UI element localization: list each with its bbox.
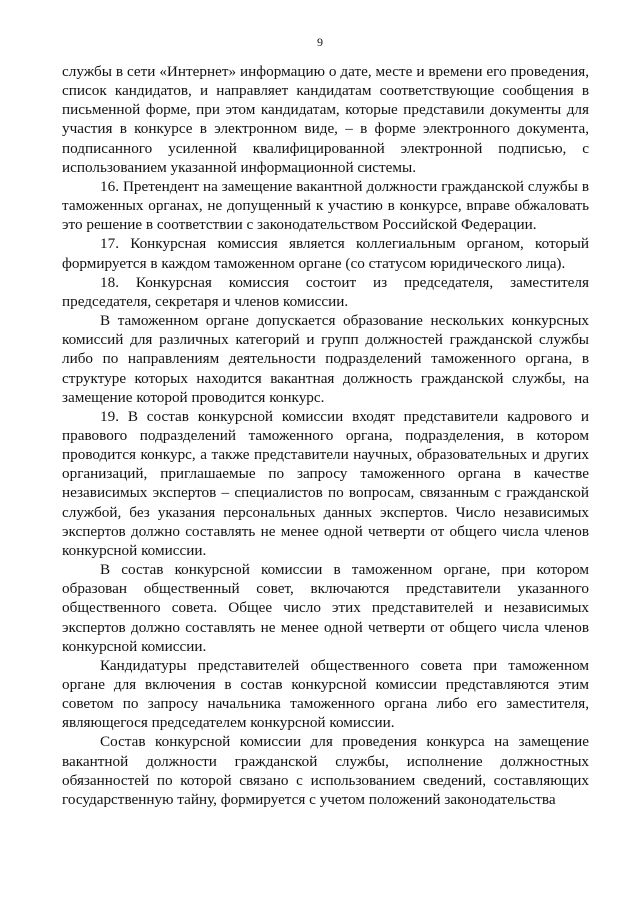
paragraph-19-part-3: Кандидатуры представителей общественного совета при таможенном органе для включения в состав конкурсной комиссии представляются этим советом по запросу начальника таможенного органа либо его заместителя, являющегося председателем конкурсной комиссии. <box>62 656 589 732</box>
paragraph-18: 18. Конкурсная комиссия состоит из председателя, заместителя председателя, секретаря и членов комиссии. <box>62 273 589 310</box>
paragraph-19-part-2: В состав конкурсной комиссии в таможенном органе, при котором образован общественный совет, включаются представители указанного общественного совета. Общее число этих представителей и независимых экспертов должно составлять не менее одной четверти от общего числа членов конкурсной комиссии. <box>62 561 589 655</box>
paragraph-continuation: службы в сети «Интернет» информацию о дате, месте и времени его проведения, список кандидатов, и направляет кандидатам соответствующие сообщения в письменной форме, при этом кандидатам, которые представили документы для участия в конкурсе в электронном виде, – в форме электронного документа, подписанного усиленной квалифицированной электронной подписью, с использованием указанной информационной системы. <box>62 63 589 176</box>
paragraph-16: 16. Претендент на замещение вакантной должности гражданской службы в таможенных органах, не допущенный к участию в конкурсе, вправе обжаловать это решение в соответствии с законодательством Российской Федерации. <box>62 177 589 234</box>
paragraph-17: 17. Конкурсная комиссия является коллегиальным органом, который формируется в каждом таможенном органе (со статусом юридического лица). <box>62 235 589 272</box>
document-body <box>62 62 589 809</box>
paragraph-19: 19. В состав конкурсной комиссии входят представители кадрового и правового подразделений таможенного органа, подразделения, в котором проводится конкурс, а также представители научных, образовательных и других организаций, приглашаемые по запросу таможенного органа в качестве независимых экспертов – специалистов по вопросам, связанным с гражданской службой, без указания персональных данных экспертов. Число независимых экспертов должно составлять не менее одной четверти от общего числа членов конкурсной комиссии. <box>62 407 589 559</box>
page-number: 9 <box>317 35 323 49</box>
paragraph-18-part-2: В таможенном органе допускается образование нескольких конкурсных комиссий для различных категорий и групп должностей гражданской службы либо по направлениям деятельности подразделений таможенного органа, в структуре которых находится вакантная должность гражданской службы, на замещение которой проводится конкурс. <box>62 312 589 406</box>
paragraph-19-part-4: Состав конкурсной комиссии для проведения конкурса на замещение вакантной должности гражданской службы, исполнение должностных обязанностей по которой связано с использованием сведений, составляющих государственную тайну, формируется с учетом положений законодательства <box>62 733 589 808</box>
